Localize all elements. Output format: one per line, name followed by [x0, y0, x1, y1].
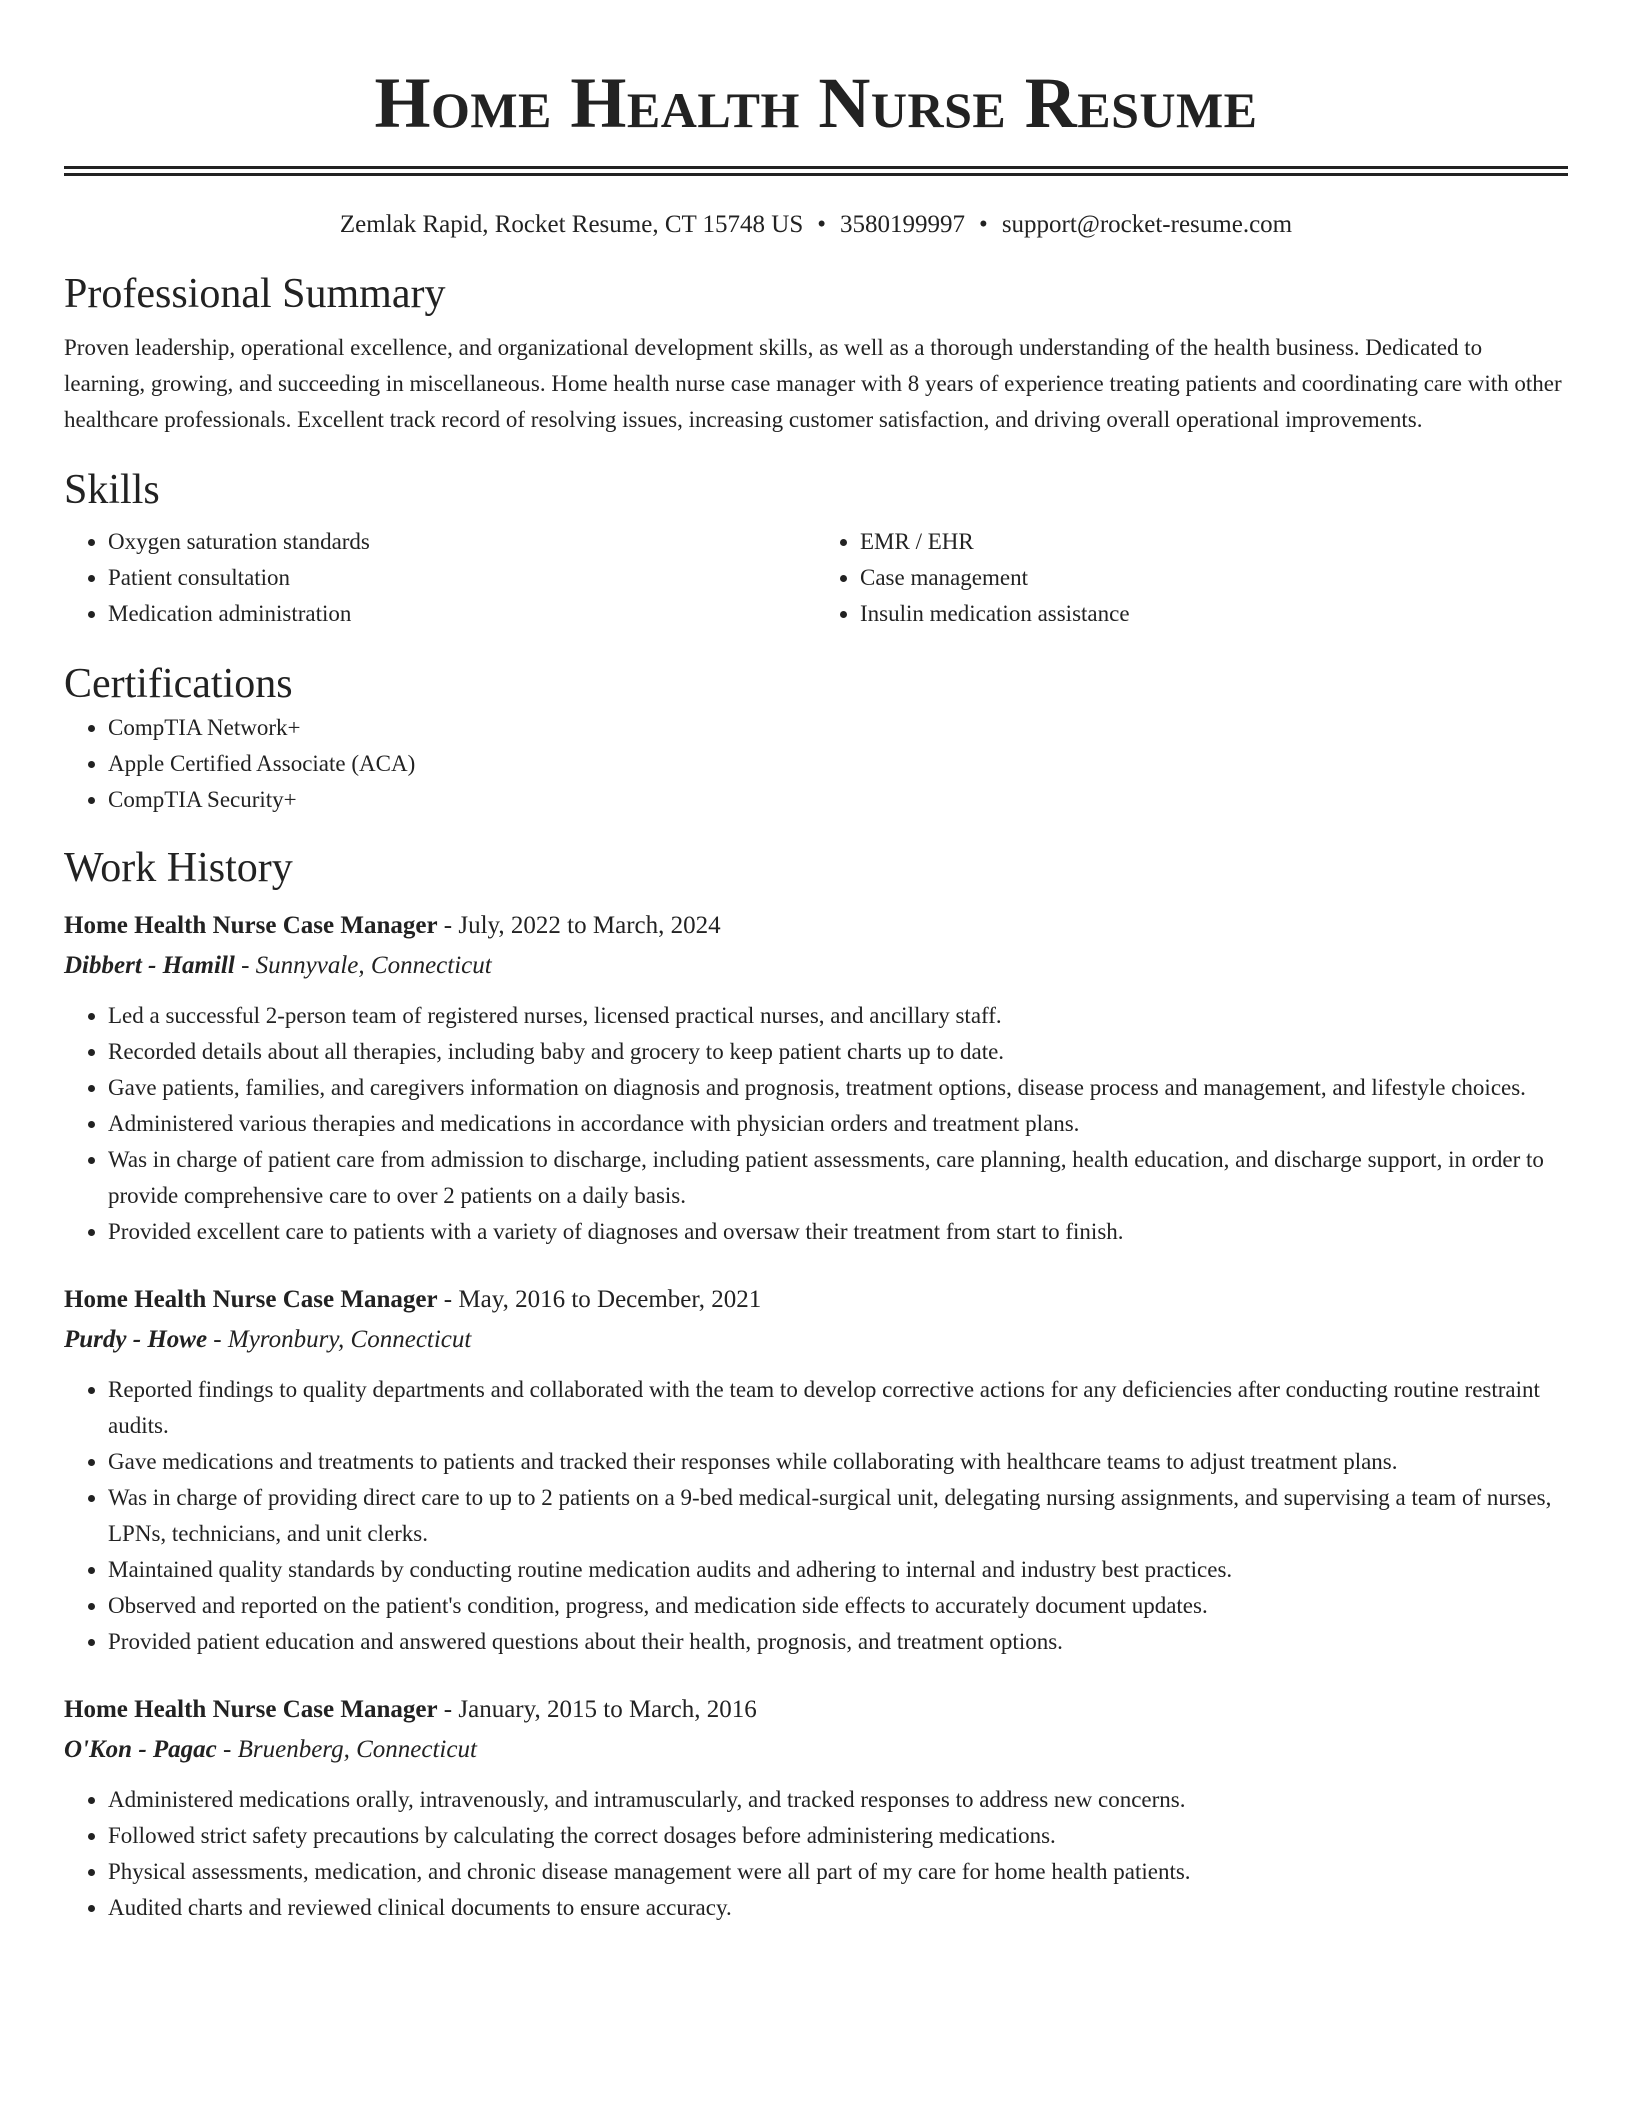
- skill-item: • Medication administration: [108, 596, 816, 632]
- job-bullet: • Physical assessments, medication, and chronic disease management were all part of my care for home health patients.: [108, 1854, 1568, 1890]
- certifications-list: [64, 710, 1568, 818]
- contact-address: Zemlak Rapid, Rocket Resume, CT 15748 US: [339, 211, 804, 238]
- job-title-line: [64, 1690, 1568, 1730]
- skill-item: • EMR / EHR: [860, 524, 1568, 560]
- contact-separator: •: [979, 211, 988, 238]
- company-location: Myronbury, Connecticut: [227, 1326, 472, 1353]
- job-dates: May, 2016 to December, 2021: [458, 1286, 762, 1313]
- company-line: [64, 1320, 1568, 1360]
- skills-list-right: [816, 524, 1568, 632]
- job-dates: January, 2015 to March, 2016: [458, 1696, 757, 1723]
- resume-title: Home Health Nurse Resume: [374, 63, 1258, 143]
- job-bullet: • Led a successful 2-person team of registered nurses, licensed practical nurses, and ancillary staff.: [108, 998, 1568, 1034]
- certification-item: • CompTIA Network+: [108, 710, 1568, 746]
- job-bullet: • Audited charts and reviewed clinical documents to ensure accuracy.: [108, 1890, 1568, 1926]
- summary-heading: Professional Summary: [64, 271, 446, 317]
- skills-heading: Skills: [64, 467, 160, 513]
- company-dash: -: [216, 1736, 238, 1763]
- job-dash: -: [437, 1696, 459, 1723]
- job-bullet: • Was in charge of patient care from admission to discharge, including patient assessments, care planning, health education, and discharge support, in order to provide comprehensive care to over 2 patients on a daily basis.: [108, 1142, 1568, 1214]
- work-history-heading: Work History: [64, 845, 293, 891]
- skill-item: • Insulin medication assistance: [860, 596, 1568, 632]
- job-dash: -: [437, 1286, 459, 1313]
- contact-line: [64, 208, 1568, 242]
- skill-item: • Patient consultation: [108, 560, 816, 596]
- job-title: Home Health Nurse Case Manager: [64, 1286, 438, 1313]
- job-title: Home Health Nurse Case Manager: [64, 912, 438, 939]
- certification-item: • CompTIA Security+: [108, 782, 1568, 818]
- job-bullet: • Provided excellent care to patients with a variety of diagnoses and oversaw their treatment from start to finish.: [108, 1214, 1568, 1250]
- skill-item: • Case management: [860, 560, 1568, 596]
- job-entry: [64, 906, 1568, 1250]
- job-bullet: • Recorded details about all therapies, including baby and grocery to keep patient charts up to date.: [108, 1034, 1568, 1070]
- job-title-line: [64, 906, 1568, 946]
- job-bullets: [64, 998, 1568, 1250]
- job-entry: [64, 1690, 1568, 1926]
- job-dash: -: [437, 912, 459, 939]
- job-bullet: • Followed strict safety precautions by calculating the correct dosages before administering medications.: [108, 1818, 1568, 1854]
- job-bullet: • Gave patients, families, and caregivers information on diagnosis and prognosis, treatment options, disease process and management, and lifestyle choices.: [108, 1070, 1568, 1106]
- skills-list-left: [64, 524, 816, 632]
- job-bullets: [64, 1372, 1568, 1660]
- job-title: Home Health Nurse Case Manager: [64, 1696, 438, 1723]
- job-entry: [64, 1280, 1568, 1660]
- contact-email: support@rocket-resume.com: [1001, 211, 1293, 238]
- contact-phone: 3580199997: [840, 211, 966, 238]
- company-dash: -: [207, 1326, 228, 1353]
- skill-item: • Oxygen saturation standards: [108, 524, 816, 560]
- certification-item: • Apple Certified Associate (ACA): [108, 746, 1568, 782]
- job-bullet: • Gave medications and treatments to patients and tracked their responses while collaborating with healthcare teams to adjust treatment plans.: [108, 1444, 1568, 1480]
- job-title-line: [64, 1280, 1568, 1320]
- job-bullet: • Reported findings to quality departments and collaborated with the team to develop corrective actions for any deficiencies after conducting routine restraint audits.: [108, 1372, 1568, 1444]
- job-bullet: • Provided patient education and answered questions about their health, prognosis, and treatment options.: [108, 1624, 1568, 1660]
- company-line: [64, 946, 1568, 986]
- job-bullet: • Administered various therapies and medications in accordance with physician orders and treatment plans.: [108, 1106, 1568, 1142]
- certifications-heading: Certifications: [64, 661, 293, 707]
- title-double-rule: [64, 166, 1568, 176]
- skills-columns: [64, 524, 1568, 632]
- job-bullet: • Maintained quality standards by conducting routine medication audits and adhering to internal and industry best practices.: [108, 1552, 1568, 1588]
- summary-text: Proven leadership, operational excellence, and organizational development skills, as well as a thorough understanding of the health business. Dedicated to learning, growing, and succeeding in miscellaneous. Home health nurse case manager with 8 years of experience treating patients and coordinating care with other healthcare professionals. Excellent track record of resolving issues, increasing customer satisfaction, and driving overall operational improvements.: [64, 335, 1562, 432]
- job-bullet: • Administered medications orally, intravenously, and intramuscularly, and tracked responses to address new concerns.: [108, 1782, 1568, 1818]
- job-bullets: [64, 1782, 1568, 1926]
- company-name: Dibbert - Hamill: [64, 952, 235, 979]
- company-line: [64, 1730, 1568, 1770]
- contact-separator: •: [817, 211, 827, 238]
- job-bullet: • Was in charge of providing direct care to up to 2 patients on a 9-bed medical-surgical unit, delegating nursing assignments, and supervising a team of nurses, LPNs, technicians, and unit clerks.: [108, 1480, 1568, 1552]
- company-location: Bruenberg, Connecticut: [237, 1736, 477, 1763]
- company-name: O'Kon - Pagac: [64, 1736, 217, 1763]
- company-name: Purdy - Howe: [64, 1326, 208, 1353]
- job-dates: July, 2022 to March, 2024: [458, 912, 721, 939]
- job-bullet: • Observed and reported on the patient's condition, progress, and medication side effects to accurately document updates.: [108, 1588, 1568, 1624]
- company-location: Sunnyvale, Connecticut: [255, 952, 492, 979]
- company-dash: -: [234, 952, 256, 979]
